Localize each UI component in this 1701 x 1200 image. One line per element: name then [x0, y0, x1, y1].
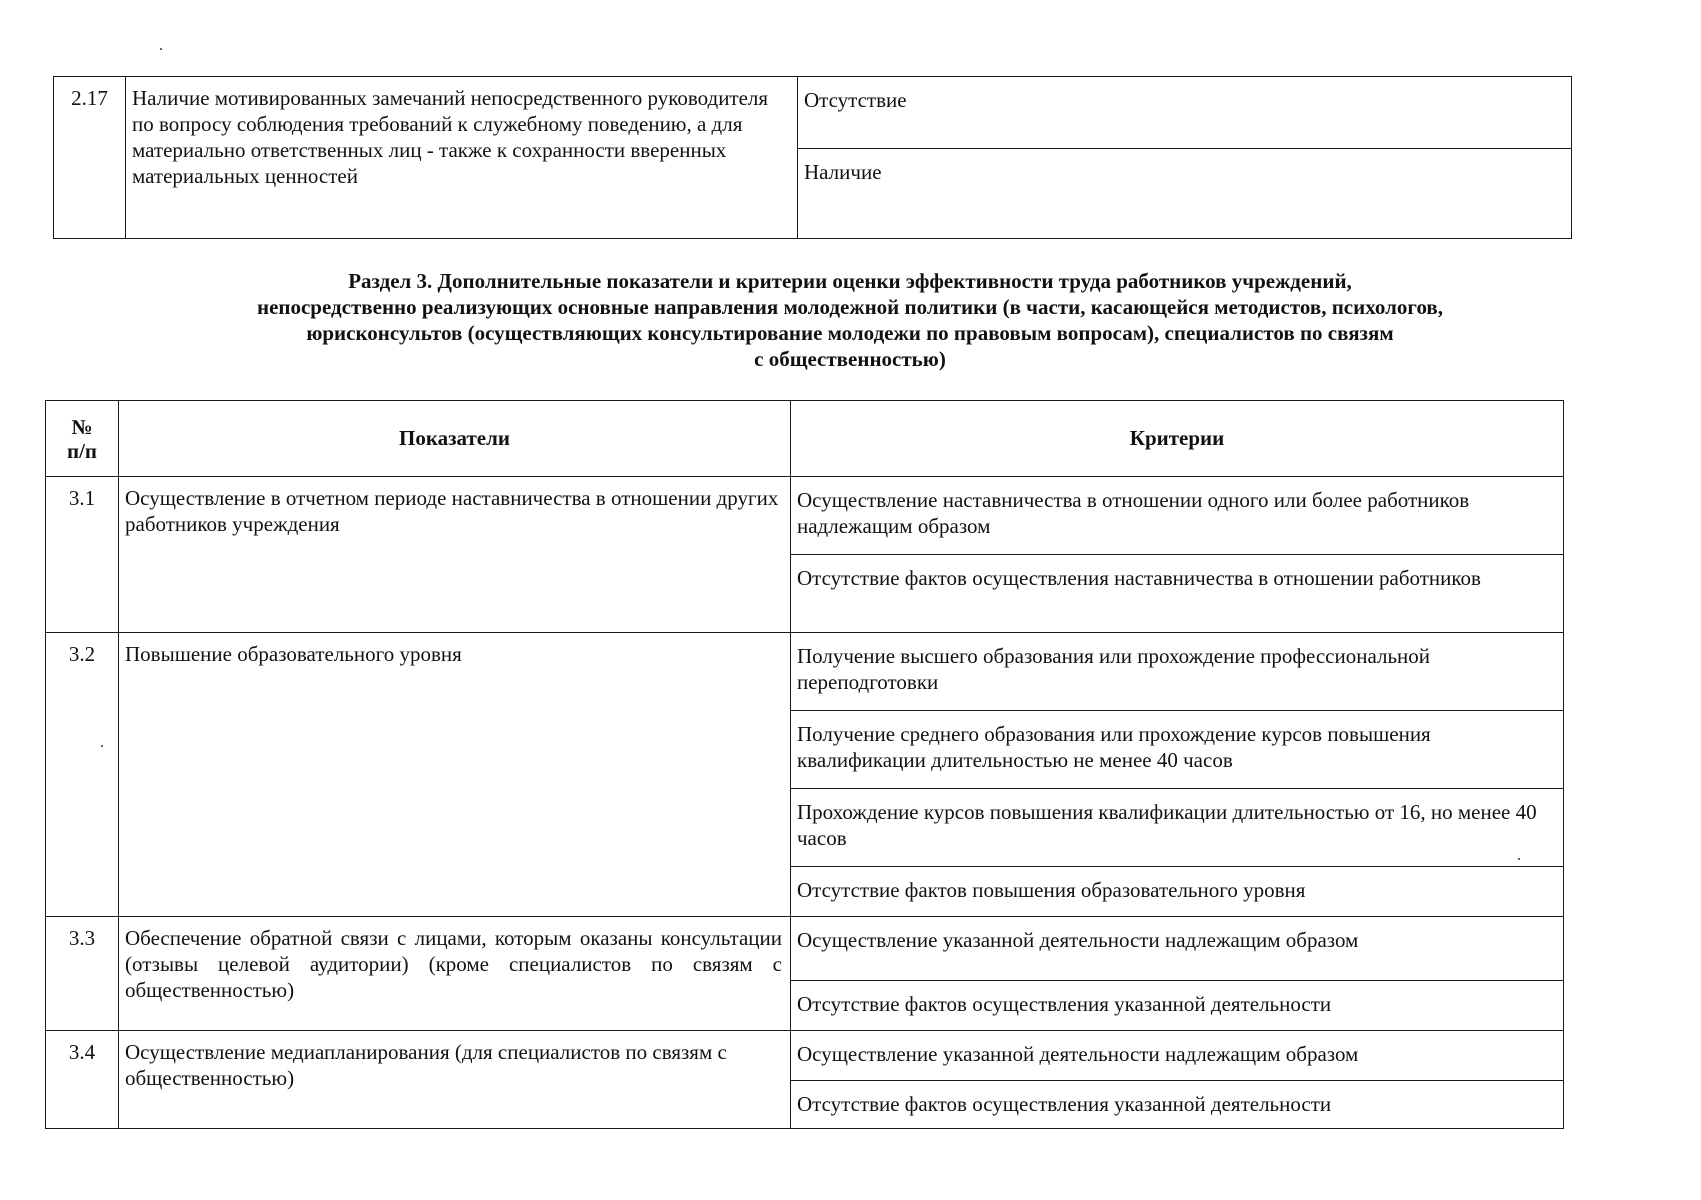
indicator-cell: Обеспечение обратной связи с лицами, которым оказаны консультации (отзывы целевой аудитории) (кроме специалистов по связям с общественностью)	[119, 917, 791, 1031]
criteria-cell: Осуществление указанной деятельности надлежащим образом	[791, 1031, 1564, 1081]
section-heading-line: Раздел 3. Дополнительные показатели и критерии оценки эффективности труда работников учреждений,	[348, 269, 1352, 293]
table-header-row	[46, 401, 1564, 477]
table-row	[46, 633, 1564, 711]
criteria-cell: Отсутствие фактов осуществления указанной деятельности	[791, 1081, 1564, 1129]
criteria-cell: Прохождение курсов повышения квалификации длительностью от 16, но менее 40 часов	[791, 789, 1564, 867]
indicator-cell: Повышение образовательного уровня	[119, 633, 791, 917]
header-number-abbrev: п/п	[66, 438, 98, 463]
main-criteria-table	[45, 400, 1564, 1129]
criteria-cell: Наличие	[798, 149, 1572, 239]
section-heading	[120, 268, 1580, 372]
indicator-cell: Осуществление медиапланирования (для специалистов по связям с общественностью)	[119, 1031, 791, 1129]
criteria-cell: Отсутствие фактов повышения образовательного уровня	[791, 867, 1564, 917]
row-number: 3.4	[46, 1031, 119, 1129]
criteria-cell: Получение среднего образования или прохождение курсов повышения квалификации длительностью не менее 40 часов	[791, 711, 1564, 789]
scan-speck	[160, 48, 162, 50]
top-criteria-table	[53, 76, 1572, 239]
criteria-cell: Осуществление наставничества в отношении одного или более работников надлежащим образом	[791, 477, 1564, 555]
row-number: 3.2	[46, 633, 119, 917]
row-number: 2.17	[54, 77, 126, 239]
criteria-cell: Отсутствие	[798, 77, 1572, 149]
header-number	[46, 401, 119, 477]
indicator-cell: Наличие мотивированных замечаний непосредственного руководителя по вопросу соблюдения требований к служебному поведению, а для материально ответственных лиц - также к сохранности вверенных материальных ценностей	[126, 77, 798, 239]
criteria-cell: Отсутствие фактов осуществления наставничества в отношении работников	[791, 555, 1564, 633]
section-heading-line: непосредственно реализующих основные направления молодежной политики (в части, касающейся методистов, психологов,	[256, 295, 1444, 319]
header-number-symbol: №	[71, 414, 93, 439]
row-number: 3.1	[46, 477, 119, 633]
criteria-cell: Осуществление указанной деятельности надлежащим образом	[791, 917, 1564, 981]
row-number: 3.3	[46, 917, 119, 1031]
header-indicators: Показатели	[119, 401, 791, 477]
criteria-cell: Отсутствие фактов осуществления указанной деятельности	[791, 981, 1564, 1031]
table-row	[46, 477, 1564, 555]
section-heading-line: с общественностью)	[754, 347, 946, 371]
criteria-cell: Получение высшего образования или прохождение профессиональной переподготовки	[791, 633, 1564, 711]
header-criteria: Критерии	[791, 401, 1564, 477]
table-row	[46, 1031, 1564, 1081]
section-heading-line: юрисконсультов (осуществляющих консультирование молодежи по правовым вопросам), специалистов по связям	[306, 321, 1394, 345]
indicator-cell: Осуществление в отчетном периоде наставничества в отношении других работников учреждения	[119, 477, 791, 633]
table-row	[46, 917, 1564, 981]
